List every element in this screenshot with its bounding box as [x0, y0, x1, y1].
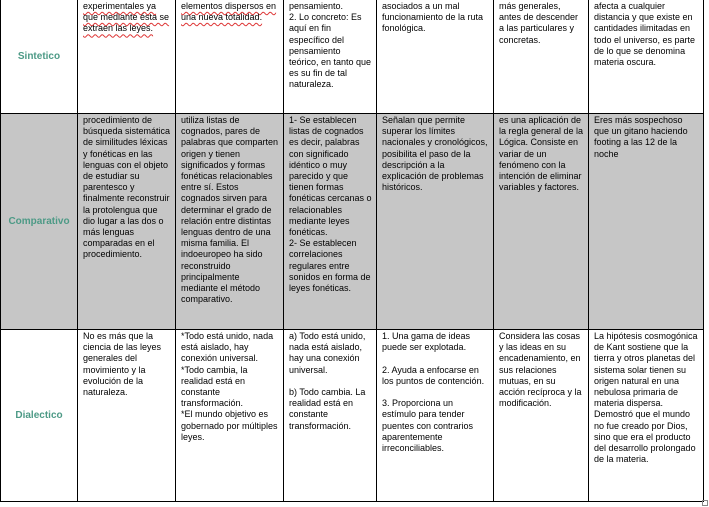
table-cell: más generales, antes de descender a las particulares y concretas. — [494, 0, 589, 113]
table-cell: Señalan que permite superar los límites nacionales y cronológicos, posibilita el paso de la descripción a la explicación de problemas históricos. — [377, 114, 494, 329]
table-cell: a) Todo está unido, nada está aislado, hay una conexión universal. b) Todo cambia. La realidad está en constante transformación. — [284, 330, 377, 501]
row-header-sintetico: Sintetico — [0, 0, 78, 113]
table-cell: 1- Se establecen listas de cognados es decir, palabras con significado idéntico o muy parecido y que tienen formas fonéticas cercanas o relacionables mediante leyes fonéticas. 2- Se establecen correlaciones regulares entre sonidos en forma de leyes fonéticas. — [284, 114, 377, 329]
row-header-dialectico: Dialectico — [0, 330, 78, 501]
row-header-comparativo: Comparativo — [0, 114, 78, 329]
table-cell: Considera las cosas y las ideas en su encadenamiento, en sus relaciones mutuas, en su acción recíproca y la modificación. — [494, 330, 589, 501]
table-cell: elementos dispersos en una nueva totalidad. — [176, 0, 284, 113]
table-row-comparativo — [0, 114, 704, 330]
table-cell: Eres más sospechoso que un gitano haciendo footing a las 12 de la noche — [589, 114, 704, 329]
resize-handle[interactable] — [702, 500, 708, 506]
table-cell: experimentales ya que mediante ésta se extraen las leyes. — [78, 0, 176, 113]
table-row-dialectico — [0, 330, 704, 502]
table-cell: asociados a un mal funcionamiento de la ruta fonológica. — [377, 0, 494, 113]
table-cell: No es más que la ciencia de las leyes generales del movimiento y la evolución de la naturaleza. — [78, 330, 176, 501]
table-cell: es una aplicación de la regla general de la Lógica. Consiste en variar de un fenómeno con la intención de eliminar variables y factores. — [494, 114, 589, 329]
table-cell: utiliza listas de cognados, pares de palabras que comparten origen y tienen significados y formas fonéticas relacionables entre sí. Estos cognados sirven para determinar el grado de relación entre distintas lenguas dentro de una misma familia. El indoeuropeo ha sido reconstruido principalmente mediante el método comparativo. — [176, 114, 284, 329]
table-row-sintetico — [0, 0, 704, 114]
table-cell: La hipótesis cosmogónica de Kant sostiene que la tierra y otros planetas del sistema solar tienen su origen natural en una nebulosa primaria de materia dispersa. Demostró que el mundo no fue creado por Dios, sino que era el producto del desarrollo prolongado de la materia. — [589, 330, 704, 501]
table-cell: procedimiento de búsqueda sistemática de similitudes léxicas y fonéticas en las lenguas con el objeto de estudiar su parentesco y finalmente reconstruir la protolengua que dio lugar a las dos o más lenguas comparadas en el procedimiento. — [78, 114, 176, 329]
table-cell: 1. Una gama de ideas puede ser explotada. 2. Ayuda a enfocarse en los puntos de contención. 3. Proporciona un estímulo para tender puentes con contrarios aparentemente irreconciliables. — [377, 330, 494, 501]
table-cell: afecta a cualquier distancia y que existe en cantidades ilimitadas en todo el universo, es parte de lo que se denomina materia oscura. — [589, 0, 704, 113]
table-cell: *Todo está unido, nada está aislado, hay conexión universal. *Todo cambia, la realidad está en constante transformación. *El mundo objetivo es gobernado por múltiples leyes. — [176, 330, 284, 501]
table-cell: pensamiento. 2. Lo concreto: Es aquí en fin específico del pensamiento teórico, en tanto que es su fin de tal naturaleza. — [284, 0, 377, 113]
